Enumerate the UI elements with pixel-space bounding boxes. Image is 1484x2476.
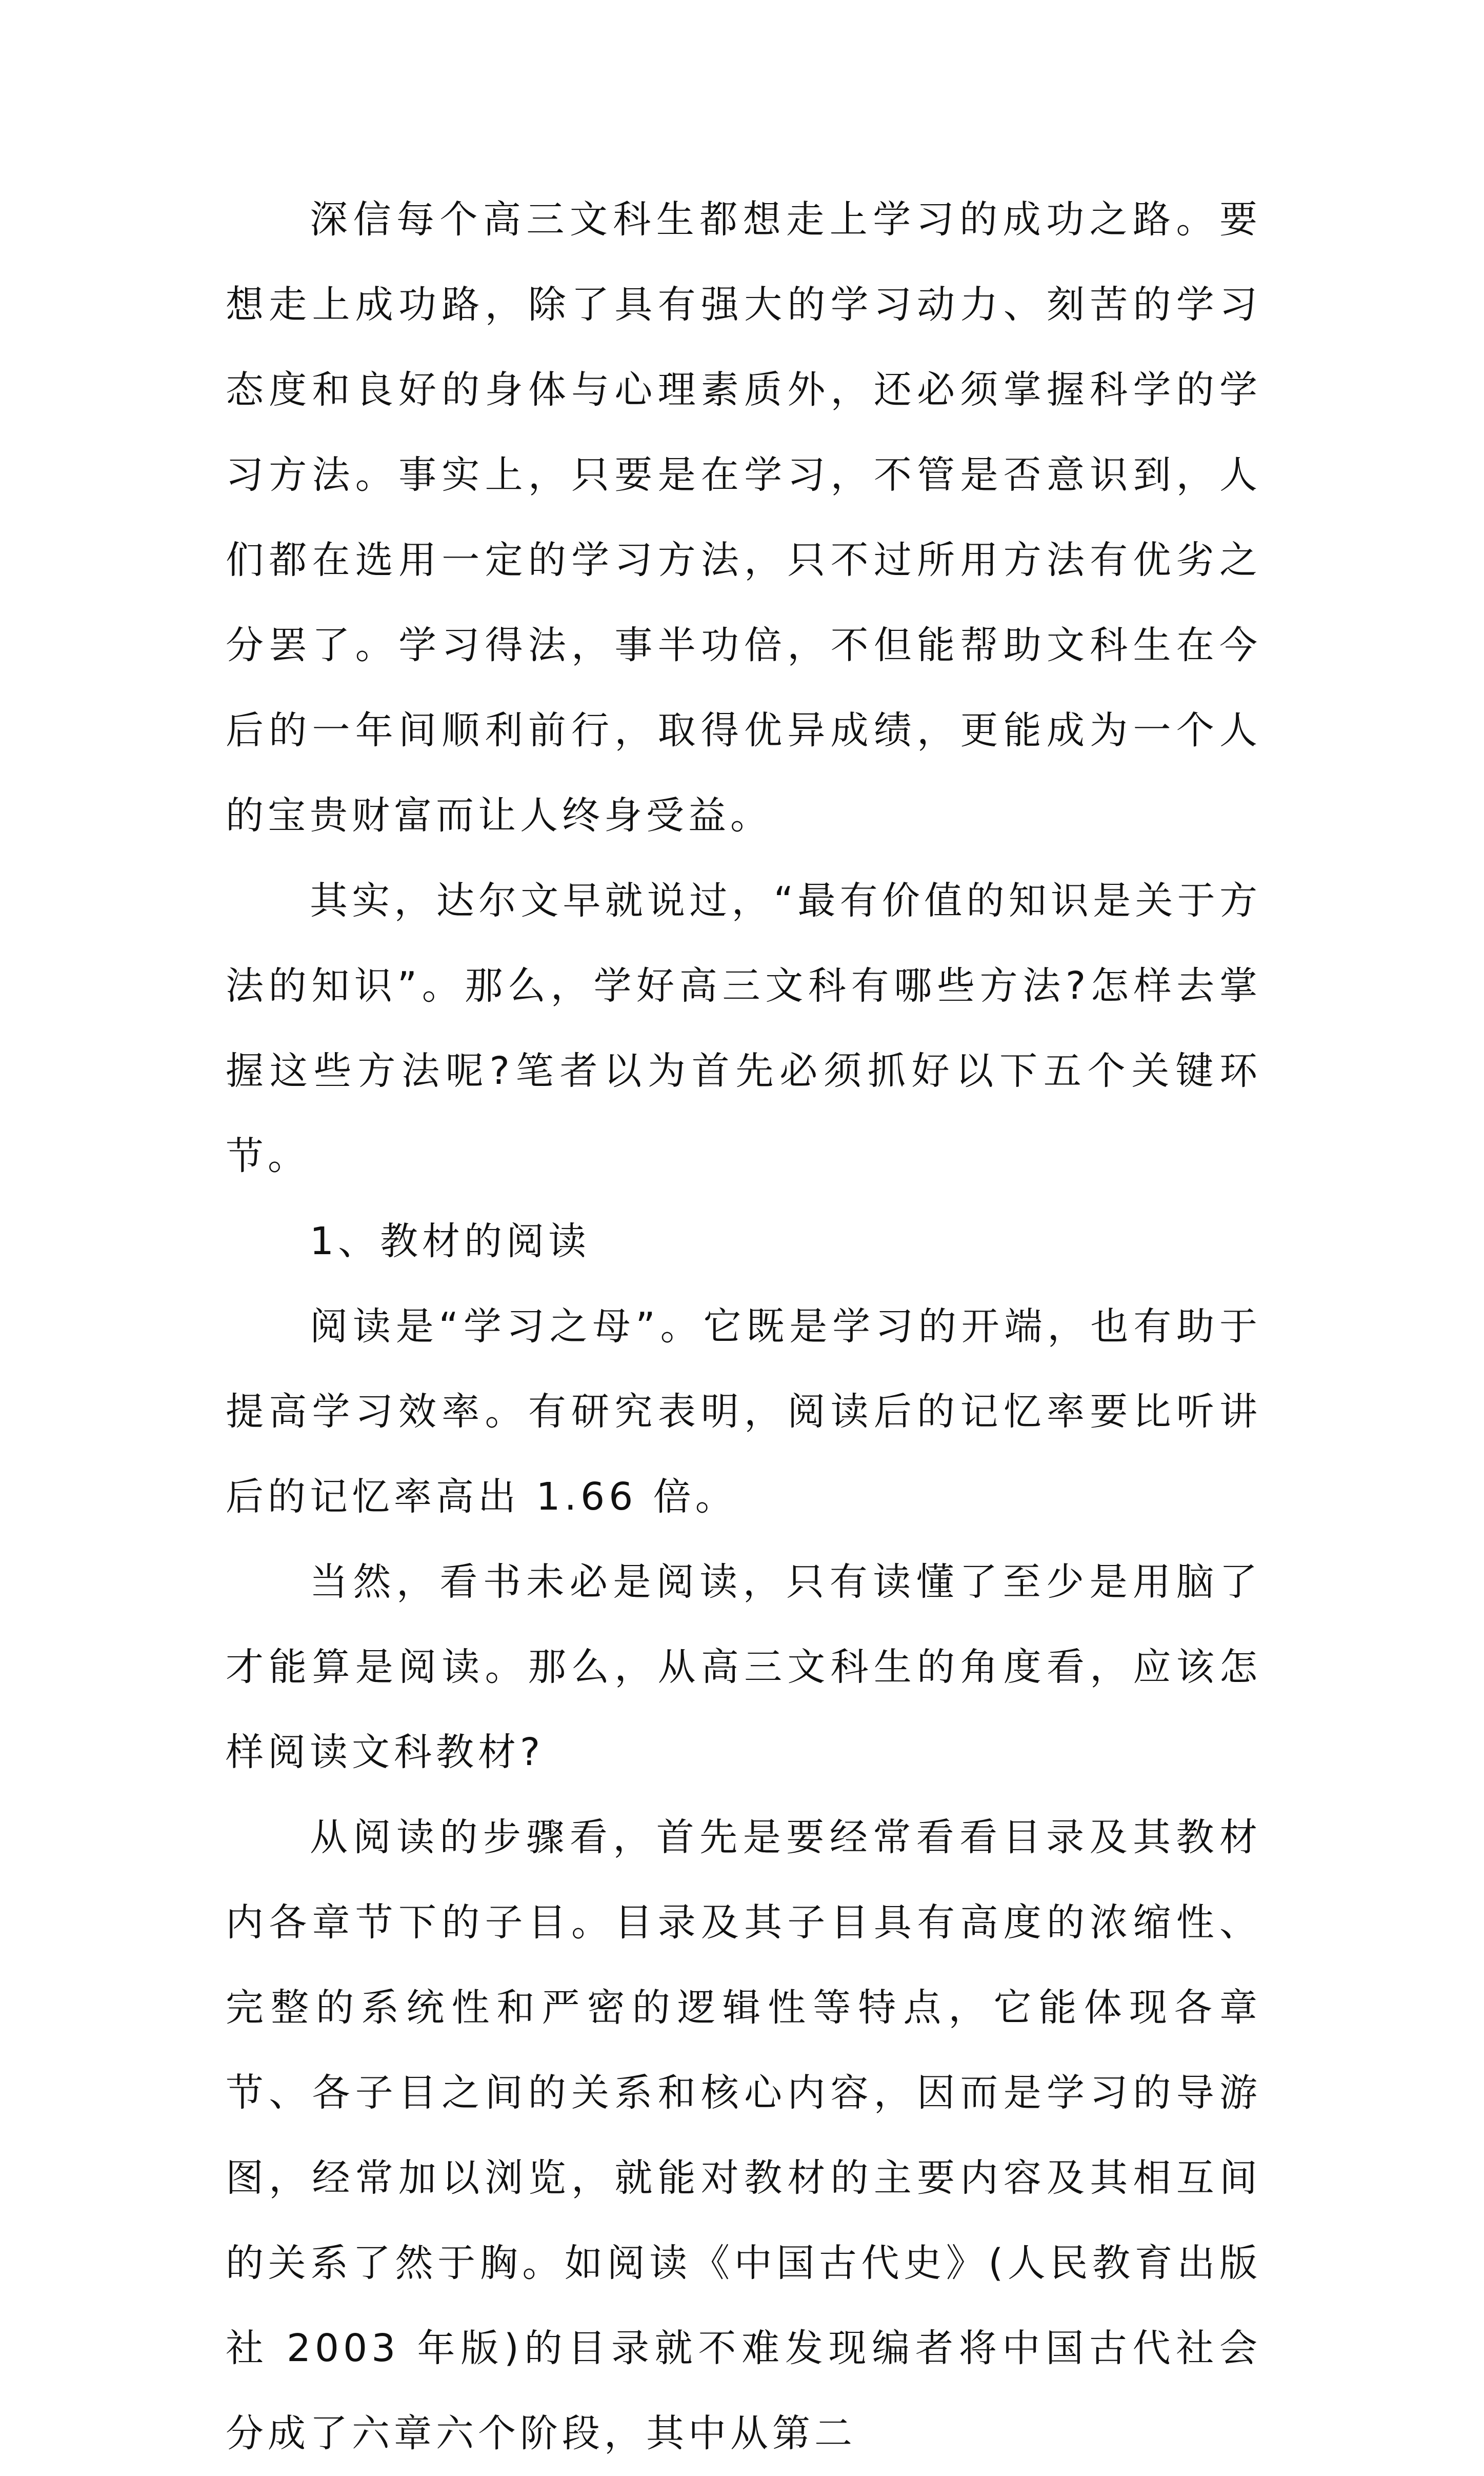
line: 方法呢?笔者以为首先必须抓好以下五个关键环节。 <box>226 1049 1261 1178</box>
paragraph-reading-definition <box>226 1539 1261 1795</box>
line: 好的身体与心理素质外，还必须掌握科学的学习方法。事实 <box>226 368 1262 497</box>
line: 1、教材的阅读 <box>310 1219 591 1263</box>
line: 发现编者将中国古代社会分成了六章六个阶段，其中从第二 <box>226 2326 1262 2455</box>
line: 半功倍，不但能帮助文科生在今后的一年间顺利前行，取得 <box>226 623 1261 752</box>
line: 章节下的子目。目录及其子目具有高度的浓缩性、完整的系 <box>226 1900 1262 2030</box>
line: 的知识”。那么，学好高三文科有哪些方法?怎样去掌握这些 <box>226 964 1261 1093</box>
line: 科教材? <box>394 1730 545 1774</box>
paragraph-intro <box>226 177 1261 858</box>
line: 忆率高出 1.66 倍。 <box>352 1475 737 1519</box>
paragraph-reading-steps <box>226 1795 1261 2476</box>
paragraph-darwin <box>226 858 1261 1199</box>
line: 深信每个高三文科生都想走上学习的成功之路。要想走 <box>226 197 1261 327</box>
line: 算是阅读。那么，从高三文科生的角度看，应该怎样阅读文 <box>226 1645 1262 1774</box>
line: 《中国古代史》(人民教育出版社 2003 年版)的目录就不难 <box>226 2241 1261 2370</box>
line: 上，只要是在学习，不管是否意识到，人们都在选用一定的 <box>226 453 1262 582</box>
line: 上成功路，除了具有强大的学习动力、刻苦的学习态度和良 <box>226 283 1262 412</box>
line: 当然，看书未必是阅读，只有读懂了至少是用脑了才能 <box>226 1560 1261 1689</box>
paragraph-reading-mother <box>226 1284 1261 1539</box>
line: 阅读是“学习之母”。它既是学习的开端，也有助于提 <box>226 1304 1261 1434</box>
line: 就能对教材的主要内容及其相互间的关系了然于胸。如阅读 <box>226 2156 1262 2285</box>
line: 高学习效率。有研究表明，阅读后的记忆率要比听讲后的记 <box>226 1390 1262 1519</box>
document-body <box>226 177 1261 2476</box>
section-heading <box>226 1199 1261 1284</box>
line: 从阅读的步骤看，首先是要经常看看目录及其教材内各 <box>226 1815 1261 1945</box>
line: 的关系和核心内容，因而是学习的导游图，经常加以浏览， <box>226 2071 1261 2200</box>
line: 其实，达尔文早就说过，“最有价值的知识是关于方法 <box>226 879 1261 1008</box>
line: 统性和严密的逻辑性等特点，它能体现各章节、各子目之间 <box>226 1986 1262 2115</box>
line: 学习方法，只不过所用方法有优劣之分罢了。学习得法，事 <box>226 538 1262 667</box>
line: 优异成绩，更能成为一个人的宝贵财富而让人终身受益。 <box>226 708 1262 838</box>
